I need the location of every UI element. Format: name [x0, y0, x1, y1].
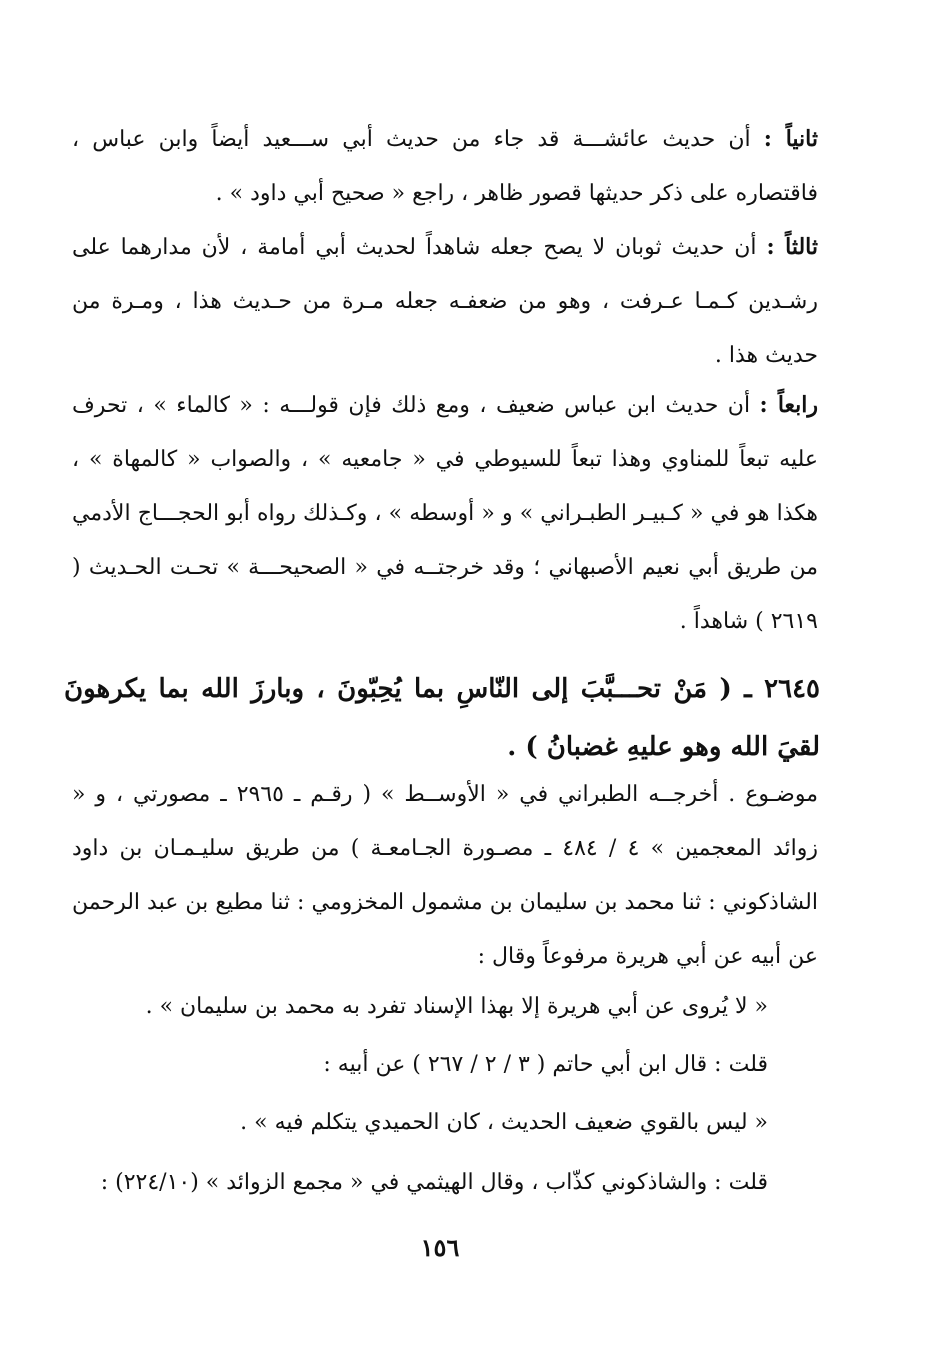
quote-tabarani: « لا يُروى عن أبي هريرة إلا بهذا الإسناد تفرد به محمد بن سليمان » .	[145, 994, 768, 1019]
note-shadhakuni: قلت : والشاذكوني كذّاب ، وقال الهيثمي في « مجمع الزوائد » (٢٢٤/١٠) :	[100, 1170, 768, 1195]
page-number: ١٥٦	[420, 1233, 460, 1262]
paragraph-lead: رابعاً :	[759, 392, 818, 418]
paragraph-thirdly	[72, 220, 818, 383]
paragraph-secondly	[72, 112, 818, 221]
paragraph-lead: ثانياً :	[763, 126, 818, 152]
takhrij-paragraph: موضـوع . أخرجــه الطبراني في « الأوســط » ( رقـم ـ ٢٩٦٥ ـ مصورتي ، و « زوائد المعجمين » ٤ / ٤٨٤ ـ مصـورة الجـامعـة ) من طريق سليـمـان بن داود الشاذكوني : ثنا محمد بن سليمان بن مشمول المخزومي : ثنا مطيع بن عبد الرحمن عن أبيه عن أبي هريرة مرفوعاً وقال :	[72, 782, 818, 969]
paragraph-body: أن حديث عائشـــة قد جاء من حديث أبي ســـعيد أيضاً وابن عباس ، فاقتصاره على ذكر حديثها قصور ظاهر ، راجع « صحيح أبي داود » .	[72, 127, 818, 206]
paragraph-body: أن حديث ثوبان لا يصح جعله شاهداً لحديث أبي أمامة ، لأن مدارهما على رشـدين كـمـا عـرفت ، وهو من ضعفـه جعله مـرة من حـديث هذا ، ومـرة من حديث هذا .	[72, 235, 818, 368]
paragraph-lead: ثالثاً :	[766, 234, 818, 260]
paragraph-fourthly	[72, 378, 818, 649]
quote-abu-hatim: « ليس بالقوي ضعيف الحديث ، كان الحميدي يتكلم فيه » .	[240, 1110, 768, 1135]
note-ibn-abi-hatim: قلت : قال ابن أبي حاتم ( ٣ / ٢ / ٢٦٧ ) عن أبيه :	[323, 1052, 768, 1077]
hadith-heading: ٢٦٤٥ ـ ( مَنْ تحـــبَّبَ إلى النّاسِ بما يُحِبّونَ ، وبارزَ الله بما يكرهونَ لقيَ الله وهو عليهِ غضبانُ ) .	[64, 674, 820, 762]
paragraph-body: أن حديث ابن عباس ضعيف ، ومع ذلك فإن قولـــه : « كالماء » ، تحرف عليه تبعاً للمناوي وهذا تبعاً للسيوطي في « جامعيه » ، والصواب « كالمهاة » ، هكذا هو في « كـبيـر الطبـراني » و « أوسطه » ، وكـذلك رواه أبو الحجـــاج الأدمي من طريق أبي نعيم الأصبهاني ؛ وقد خرجتــه في « الصحيحـــة » تحـت الحـديث ( ٢٦١٩ ) شاهداً .	[72, 393, 818, 634]
